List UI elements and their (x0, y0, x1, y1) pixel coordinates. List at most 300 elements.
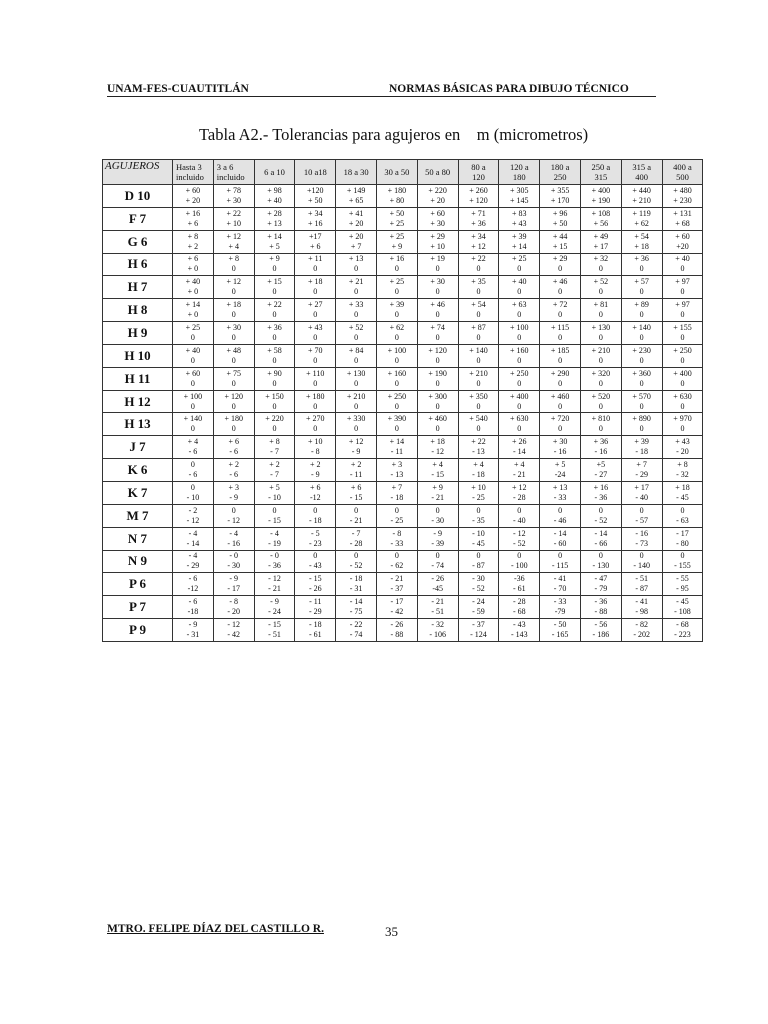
tolerance-cell (580, 550, 621, 573)
upper-deviation: + 810 (591, 414, 611, 424)
upper-deviation: + 46 (552, 277, 568, 287)
upper-deviation: + 250 (673, 345, 692, 355)
lower-deviation: 0 (517, 310, 522, 320)
hole-designation: H 6 (103, 253, 173, 276)
upper-deviation: + 28 (267, 208, 282, 218)
upper-deviation: - 32 (431, 620, 445, 630)
lower-deviation: - 15 (349, 492, 363, 502)
tolerance-cell (540, 481, 581, 504)
lower-deviation: + 170 (550, 195, 570, 205)
lower-deviation: 0 (231, 264, 236, 274)
lower-deviation: + 68 (675, 218, 690, 228)
tolerance-cell (499, 367, 540, 390)
lower-deviation: - 63 (676, 515, 689, 525)
tolerance-cell (662, 276, 703, 299)
upper-deviation: 0 (639, 551, 644, 561)
tolerance-cell (621, 367, 662, 390)
lower-deviation: 0 (680, 332, 685, 342)
lower-deviation: - 75 (349, 607, 363, 617)
tolerance-cell (580, 527, 621, 550)
column-header (580, 160, 621, 185)
lower-deviation: - 140 (633, 561, 650, 571)
table-header-row (103, 160, 703, 185)
table-row (103, 299, 703, 322)
lower-deviation: - 165 (551, 630, 569, 640)
lower-deviation: + 120 (469, 195, 488, 205)
tolerance-cell (173, 185, 214, 208)
tolerance-cell (254, 322, 295, 345)
tolerance-cell (499, 504, 540, 527)
tolerance-cell (254, 230, 295, 253)
tolerance-cell (458, 619, 499, 642)
upper-deviation: 0 (476, 551, 481, 561)
column-header (336, 160, 377, 185)
hole-designation: P 6 (103, 573, 173, 596)
tolerance-cell (540, 573, 581, 596)
upper-deviation: + 720 (550, 414, 570, 424)
lower-deviation: - 11 (349, 470, 363, 480)
upper-deviation: + 130 (591, 322, 611, 332)
upper-deviation: + 220 (428, 185, 447, 195)
tolerance-cell (458, 573, 499, 596)
lower-deviation: - 6 (188, 447, 198, 457)
tolerance-cell (376, 322, 417, 345)
tolerance-cell (499, 413, 540, 436)
lower-deviation: 0 (517, 378, 522, 388)
tolerance-cell (580, 596, 621, 619)
upper-deviation: - 82 (635, 620, 648, 630)
upper-deviation: + 210 (346, 391, 366, 401)
hole-designation: P 9 (103, 619, 173, 642)
tolerance-cell (336, 299, 377, 322)
tolerance-cell (499, 481, 540, 504)
upper-deviation: 0 (558, 505, 563, 515)
lower-deviation: 0 (558, 310, 563, 320)
tolerance-cell (662, 253, 703, 276)
lower-deviation: - 8 (310, 447, 320, 457)
tolerance-cell (621, 390, 662, 413)
lower-deviation: 0 (476, 310, 481, 320)
tolerance-cell (336, 596, 377, 619)
tolerance-cell (417, 619, 458, 642)
upper-deviation: + 57 (634, 277, 649, 287)
tolerance-cell (621, 573, 662, 596)
lower-deviation: - 45 (676, 492, 689, 502)
upper-deviation: + 27 (308, 300, 323, 310)
upper-deviation: + 16 (593, 482, 609, 492)
lower-deviation: 0 (313, 310, 318, 320)
upper-deviation: + 70 (308, 345, 323, 355)
table-row (103, 436, 703, 459)
tolerance-cell (499, 573, 540, 596)
lower-deviation: 0 (354, 378, 359, 388)
upper-deviation: - 12 (512, 528, 526, 538)
lower-deviation: 0 (272, 424, 277, 434)
upper-deviation: + 81 (593, 300, 609, 310)
lower-deviation: -45 (432, 584, 444, 594)
upper-deviation: + 18 (675, 482, 690, 492)
tolerance-cell (540, 299, 581, 322)
tolerance-cell (580, 504, 621, 527)
lower-deviation: 0 (354, 424, 359, 434)
lower-deviation: 0 (190, 424, 195, 434)
upper-deviation: + 140 (183, 414, 203, 424)
tolerance-cell (580, 185, 621, 208)
lower-deviation: - 19 (268, 538, 281, 548)
upper-deviation: + 160 (510, 345, 529, 355)
lower-deviation: - 14 (186, 538, 200, 548)
tolerance-cell (662, 504, 703, 527)
tolerance-cell (417, 185, 458, 208)
tolerance-cell (254, 596, 295, 619)
upper-deviation: + 19 (430, 254, 445, 264)
lower-deviation: 0 (517, 332, 522, 342)
lower-deviation: 0 (639, 332, 644, 342)
hole-designation: F 7 (103, 207, 173, 230)
column-header-line1: 120 a (509, 162, 529, 172)
tolerance-cell (540, 504, 581, 527)
lower-deviation: 0 (354, 287, 359, 297)
tolerance-cell (376, 504, 417, 527)
upper-deviation: +120 (307, 185, 324, 195)
tolerance-cell (580, 253, 621, 276)
tolerance-cell (580, 413, 621, 436)
upper-deviation: + 35 (471, 277, 486, 287)
upper-deviation: + 330 (346, 414, 366, 424)
lower-deviation: 0 (598, 378, 603, 388)
tolerance-cell (662, 344, 703, 367)
upper-deviation: + 9 (432, 482, 443, 492)
upper-deviation: + 41 (348, 208, 364, 218)
tolerance-cell (173, 527, 214, 550)
tolerance-cell (458, 276, 499, 299)
upper-deviation: + 160 (387, 368, 407, 378)
upper-deviation: - 21 (390, 574, 404, 584)
upper-deviation: 0 (354, 551, 359, 561)
upper-deviation: + 520 (591, 391, 611, 401)
tolerance-cell (499, 344, 540, 367)
lower-deviation: + 13 (267, 218, 282, 228)
lower-deviation: 0 (639, 401, 644, 411)
upper-deviation: 0 (680, 505, 685, 515)
upper-deviation: + 250 (387, 391, 407, 401)
upper-deviation: + 2 (350, 460, 362, 470)
tolerance-cell (173, 207, 214, 230)
hole-designation: H 7 (103, 276, 173, 299)
tolerance-cell (336, 573, 377, 596)
tolerance-cell (499, 390, 540, 413)
lower-deviation: 0 (598, 264, 603, 274)
tolerance-cell (254, 344, 295, 367)
lower-deviation: 0 (435, 310, 440, 320)
lower-deviation: - 33 (553, 492, 567, 502)
table-row (103, 481, 703, 504)
tolerance-cell (376, 459, 417, 482)
lower-deviation: + 10 (226, 218, 241, 228)
lower-deviation: 0 (680, 310, 685, 320)
lower-deviation: 0 (231, 287, 236, 297)
upper-deviation: + 185 (550, 345, 570, 355)
upper-deviation: - 43 (512, 620, 526, 630)
lower-deviation: - 32 (676, 470, 689, 480)
lower-deviation: - 51 (268, 630, 281, 640)
upper-deviation: - 30 (472, 574, 485, 584)
upper-deviation: + 52 (593, 277, 609, 287)
tolerance-cell (336, 230, 377, 253)
upper-deviation: - 26 (390, 620, 404, 630)
upper-deviation: + 83 (512, 208, 527, 218)
upper-deviation: + 7 (636, 460, 647, 470)
table-row (103, 185, 703, 208)
lower-deviation: - 12 (431, 447, 445, 457)
column-header (417, 160, 458, 185)
tolerance-cell (376, 596, 417, 619)
upper-deviation: - 45 (676, 597, 689, 607)
column-header-line1: 250 a (591, 162, 611, 172)
lower-deviation: - 6 (188, 470, 198, 480)
lower-deviation: - 80 (676, 538, 689, 548)
tolerance-cell (540, 230, 581, 253)
tolerance-cell (295, 436, 336, 459)
tolerance-cell (580, 459, 621, 482)
tolerance-cell (540, 207, 581, 230)
upper-deviation: + 58 (267, 345, 282, 355)
lower-deviation: + 14 (512, 241, 527, 251)
upper-deviation: - 56 (594, 620, 608, 630)
lower-deviation: 0 (394, 310, 399, 320)
hole-designation: K 6 (103, 459, 173, 482)
tolerance-cell (458, 436, 499, 459)
lower-deviation: + 0 (187, 264, 199, 274)
lower-deviation: - 61 (512, 584, 526, 594)
lower-deviation: 0 (558, 424, 563, 434)
upper-deviation: + 40 (512, 277, 527, 287)
lower-deviation: 0 (435, 264, 440, 274)
tolerance-cell (173, 322, 214, 345)
tolerance-cell (621, 276, 662, 299)
upper-deviation: - 47 (594, 574, 608, 584)
lower-deviation: -12 (187, 584, 199, 594)
tolerance-cell (213, 459, 254, 482)
tolerance-cell (254, 276, 295, 299)
upper-deviation: + 180 (387, 185, 407, 195)
tolerance-cell (458, 413, 499, 436)
lower-deviation: - 106 (429, 630, 447, 640)
lower-deviation: - 73 (635, 538, 648, 548)
lower-deviation: 0 (190, 401, 195, 411)
upper-deviation: + 52 (348, 322, 364, 332)
tolerance-cell (662, 207, 703, 230)
upper-deviation: + 100 (510, 322, 529, 332)
hole-designation: H 9 (103, 322, 173, 345)
upper-deviation: + 260 (469, 185, 488, 195)
tolerance-cell (662, 481, 703, 504)
lower-deviation: + 9 (391, 241, 403, 251)
tolerance-cell (213, 207, 254, 230)
tolerance-table (102, 159, 703, 642)
upper-deviation: + 190 (428, 368, 447, 378)
lower-deviation: - 29 (186, 561, 200, 571)
tolerance-cell (499, 619, 540, 642)
tolerance-cell (417, 276, 458, 299)
lower-deviation: 0 (680, 287, 685, 297)
tolerance-cell (213, 550, 254, 573)
upper-deviation: - 7 (351, 528, 361, 538)
upper-deviation: - 6 (188, 597, 198, 607)
upper-deviation: - 8 (229, 597, 239, 607)
upper-deviation: - 68 (676, 620, 689, 630)
hole-designation: N 9 (103, 550, 173, 573)
upper-deviation: + 460 (550, 391, 570, 401)
lower-deviation: - 43 (308, 561, 322, 571)
tolerance-cell (173, 481, 214, 504)
upper-deviation: - 9 (188, 620, 198, 630)
column-header (213, 160, 254, 185)
upper-deviation: - 26 (431, 574, 445, 584)
upper-deviation: - 12 (227, 620, 241, 630)
column-header-line1: 3 a 6 (216, 162, 234, 172)
lower-deviation: - 21 (268, 584, 281, 594)
upper-deviation: + 210 (591, 345, 611, 355)
lower-deviation: 0 (313, 332, 318, 342)
lower-deviation: 0 (517, 355, 522, 365)
tolerance-cell (254, 481, 295, 504)
tolerance-cell (173, 390, 214, 413)
upper-deviation: + 230 (632, 345, 651, 355)
tolerance-cell (213, 276, 254, 299)
lower-deviation: 0 (517, 424, 522, 434)
lower-deviation: 0 (231, 401, 236, 411)
tolerance-cell (376, 527, 417, 550)
lower-deviation: 0 (313, 287, 318, 297)
upper-deviation: + 14 (267, 231, 282, 241)
upper-deviation: - 17 (390, 597, 404, 607)
lower-deviation: + 17 (593, 241, 609, 251)
column-header (173, 160, 214, 185)
tolerance-cell (213, 367, 254, 390)
hole-designation: N 7 (103, 527, 173, 550)
tolerance-cell (336, 481, 377, 504)
hole-designation: G 6 (103, 230, 173, 253)
upper-deviation: 0 (639, 505, 644, 515)
hole-designation: K 7 (103, 481, 173, 504)
lower-deviation: - 45 (472, 538, 485, 548)
upper-deviation: - 21 (431, 597, 445, 607)
lower-deviation: - 9 (229, 492, 239, 502)
upper-deviation: +5 (596, 460, 606, 470)
lower-deviation: 0 (313, 378, 318, 388)
tolerance-cell (540, 253, 581, 276)
lower-deviation: - 52 (472, 584, 485, 594)
hole-designation: H 10 (103, 344, 173, 367)
upper-deviation: + 180 (224, 414, 243, 424)
tolerance-cell (417, 207, 458, 230)
tolerance-cell (213, 299, 254, 322)
lower-deviation: + 50 (552, 218, 568, 228)
column-header (499, 160, 540, 185)
tolerance-cell (213, 390, 254, 413)
tolerance-cell (621, 253, 662, 276)
tolerance-cell (254, 413, 295, 436)
upper-deviation: 0 (435, 505, 440, 515)
lower-deviation: - 95 (676, 584, 689, 594)
upper-deviation: + 36 (267, 322, 282, 332)
tolerance-cell (376, 413, 417, 436)
lower-deviation: - 36 (594, 492, 608, 502)
column-header-line2: 120 (472, 172, 485, 182)
upper-deviation: + 400 (510, 391, 529, 401)
tolerance-cell (173, 276, 214, 299)
lower-deviation: + 56 (593, 218, 609, 228)
lower-deviation: - 28 (349, 538, 363, 548)
hole-designation: M 7 (103, 504, 173, 527)
upper-deviation: + 220 (265, 414, 284, 424)
tolerance-cell (458, 596, 499, 619)
upper-deviation: - 9 (270, 597, 279, 607)
header-divider (107, 96, 656, 97)
upper-deviation: + 4 (514, 460, 525, 470)
lower-deviation: - 18 (308, 515, 322, 525)
lower-deviation: 0 (231, 378, 236, 388)
upper-deviation: + 12 (512, 482, 527, 492)
tolerance-cell (580, 322, 621, 345)
upper-deviation: + 12 (348, 437, 364, 447)
lower-deviation: - 68 (512, 607, 526, 617)
table-row (103, 207, 703, 230)
tolerance-cell (458, 527, 499, 550)
tolerance-cell (580, 619, 621, 642)
lower-deviation: - 33 (390, 538, 404, 548)
tolerance-cell (499, 550, 540, 573)
tolerance-cell (173, 299, 214, 322)
lower-deviation: 0 (435, 424, 440, 434)
upper-deviation: + 97 (675, 300, 690, 310)
upper-deviation: - 41 (553, 574, 567, 584)
upper-deviation: - 14 (349, 597, 363, 607)
upper-deviation: + 22 (471, 254, 486, 264)
upper-deviation: - 36 (594, 597, 608, 607)
upper-deviation: + 5 (269, 482, 280, 492)
tolerance-cell (295, 253, 336, 276)
lower-deviation: 0 (598, 287, 603, 297)
lower-deviation: - 52 (512, 538, 526, 548)
table-row (103, 527, 703, 550)
lower-deviation: + 0 (187, 310, 199, 320)
upper-deviation: + 140 (469, 345, 488, 355)
column-header-line2: 315 (594, 172, 608, 182)
upper-deviation: + 29 (430, 231, 445, 241)
upper-deviation: + 40 (185, 345, 201, 355)
column-header-line2: incluido (216, 172, 245, 182)
tolerance-cell (662, 573, 703, 596)
tolerance-cell (662, 367, 703, 390)
column-header (621, 160, 662, 185)
lower-deviation: - 66 (594, 538, 608, 548)
tolerance-cell (213, 527, 254, 550)
tolerance-cell (295, 413, 336, 436)
upper-deviation: + 970 (673, 414, 692, 424)
tolerance-cell (499, 253, 540, 276)
page-number: 35 (385, 924, 398, 939)
tolerance-cell (662, 299, 703, 322)
upper-deviation: + 89 (634, 300, 649, 310)
tolerance-cell (295, 276, 336, 299)
upper-deviation: + 16 (185, 208, 201, 218)
table-body (103, 185, 703, 642)
tolerance-cell (662, 185, 703, 208)
lower-deviation: 0 (231, 355, 236, 365)
upper-deviation: + 90 (267, 368, 282, 378)
